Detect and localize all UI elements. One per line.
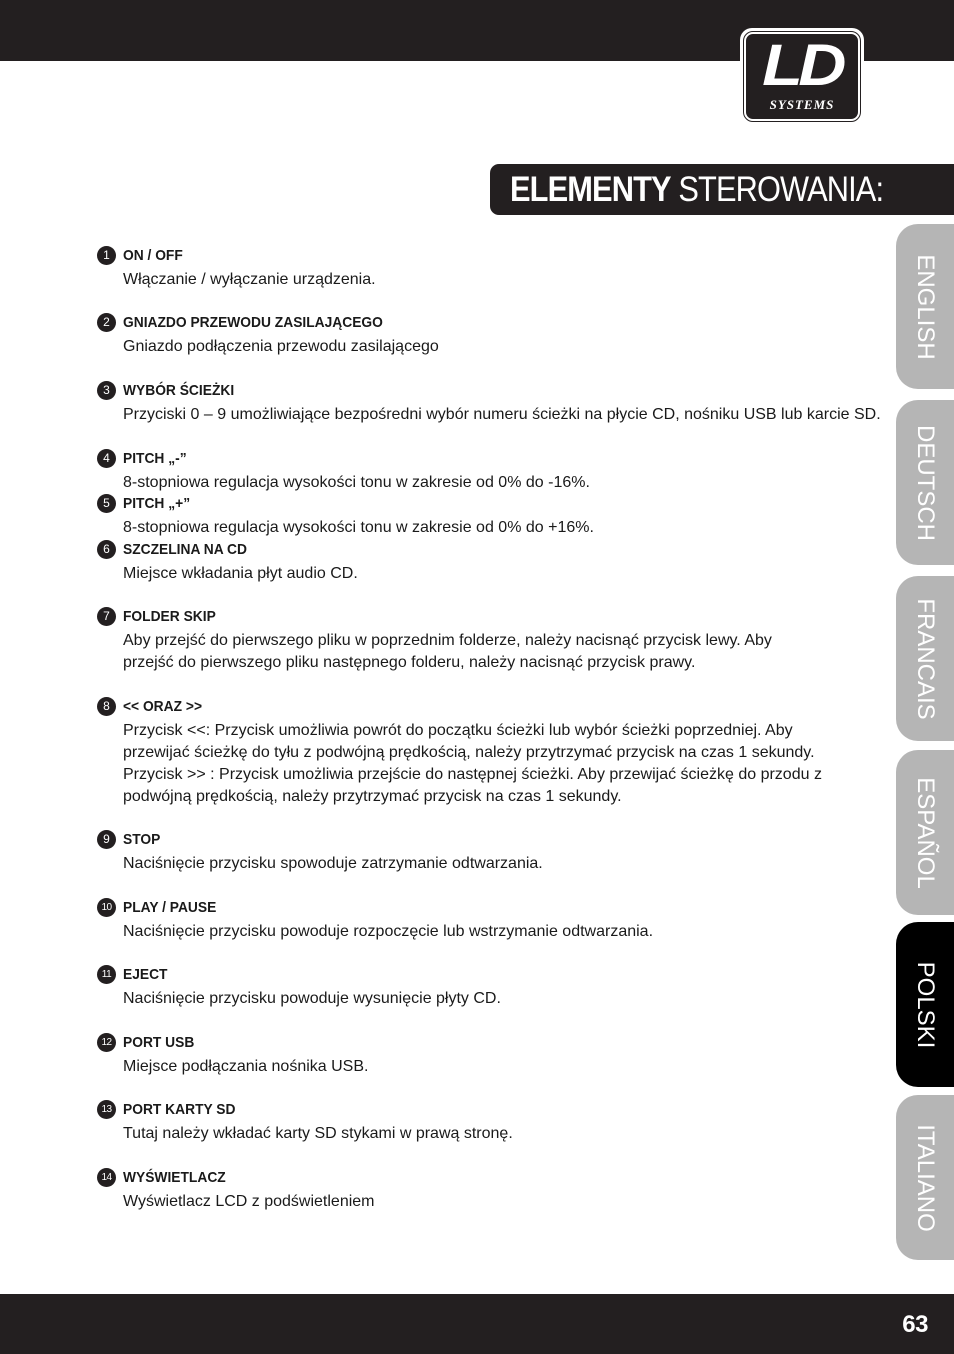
desc-line: Wyświetlacz LCD z podświetleniem xyxy=(123,1193,375,1210)
desc-line: Gniazdo podłączenia przewodu zasilającego xyxy=(123,338,439,355)
item-description xyxy=(123,720,863,808)
item-number-badge: 1 xyxy=(97,246,116,265)
tab-label: ENGLISH xyxy=(912,253,939,360)
item-description xyxy=(123,988,883,1010)
tab-francais[interactable] xyxy=(896,576,954,741)
item-description xyxy=(123,563,883,585)
item-description xyxy=(123,269,883,291)
item-number-badge: 4 xyxy=(97,449,116,468)
item-number-badge: 5 xyxy=(97,494,116,513)
logo-main-text: LD xyxy=(762,33,842,98)
item-number-badge: 7 xyxy=(97,607,116,626)
tab-espanol[interactable] xyxy=(896,750,954,915)
item-heading: PITCH „+” xyxy=(123,495,191,512)
section-title-box xyxy=(490,164,954,215)
item-number-badge: 10 xyxy=(97,898,116,917)
desc-line: Naciśnięcie przycisku spowoduje zatrzymanie odtwarzania. xyxy=(123,855,543,872)
item-number-badge: 12 xyxy=(97,1033,116,1052)
item-number-badge: 11 xyxy=(97,965,116,984)
item-number-badge: 3 xyxy=(97,381,116,400)
desc-line: Miejsce podłączania nośnika USB. xyxy=(123,1058,369,1075)
logo-sub-text: SYSTEMS xyxy=(769,97,835,112)
item-description xyxy=(123,404,883,426)
tab-label: ITALIANO xyxy=(912,1123,939,1232)
item-description xyxy=(123,853,883,875)
desc-line: Przycisk <<: Przycisk umożliwia powrót do początku ścieżki lub wybór ścieżki poprzedniej. Aby przewijać ścieżkę do tyłu z podwójną prędkością, należy przytrzymać przycisk na czas 1 sekundy. xyxy=(123,722,815,761)
desc-line: Przycisk >> : Przycisk umożliwia przejście do następnej ścieżki. Aby przewijać ścieżkę do przodu z podwójną prędkością, należy przytrzymać przycisk na czas 1 sekundy. xyxy=(123,766,822,805)
item-number-badge: 6 xyxy=(97,540,116,559)
desc-line: Aby przejść do pierwszego pliku w poprzednim folderze, należy nacisnąć przycisk lewy. Aby przejść do pierwszego pliku następnego folderu, należy nacisnąć przycisk prawy. xyxy=(123,632,772,671)
item-heading: STOP xyxy=(123,831,161,848)
desc-line: Naciśnięcie przycisku powoduje wysunięcie płyty CD. xyxy=(123,990,501,1007)
tab-english[interactable] xyxy=(896,224,954,389)
desc-line: Przyciski 0 – 9 umożliwiające bezpośredni wybór numeru ścieżki na płycie CD, nośniku USB lub karcie SD. xyxy=(123,406,881,423)
item-number-badge: 13 xyxy=(97,1100,116,1119)
item-number-badge: 8 xyxy=(97,697,116,716)
logo-inner xyxy=(744,32,860,121)
item-number-badge: 14 xyxy=(97,1168,116,1187)
item-heading: EJECT xyxy=(123,966,168,983)
bottom-bar xyxy=(0,1294,954,1354)
item-heading: FOLDER SKIP xyxy=(123,608,216,625)
page-number: 63 xyxy=(902,1311,928,1338)
item-heading: GNIAZDO PRZEWODU ZASILAJĄCEGO xyxy=(123,314,383,331)
desc-line: 8-stopniowa regulacja wysokości tonu w zakresie od 0% do -16%. xyxy=(123,474,590,491)
item-heading: WYBÓR ŚCIEŻKI xyxy=(123,382,235,399)
desc-line: Naciśnięcie przycisku powoduje rozpoczęcie lub wstrzymanie odtwarzania. xyxy=(123,923,654,940)
desc-line: Tutaj należy wkładać karty SD stykami w prawą stronę. xyxy=(123,1125,513,1142)
title-regular: STEROWANIA: xyxy=(678,170,884,209)
item-description xyxy=(123,1191,883,1213)
item-description xyxy=(123,1056,883,1078)
item-number-badge: 9 xyxy=(97,830,116,849)
item-description xyxy=(123,1123,883,1145)
item-heading: PLAY / PAUSE xyxy=(123,899,217,916)
item-heading: << ORAZ >> xyxy=(123,698,203,715)
desc-line: Miejsce wkładania płyt audio CD. xyxy=(123,565,358,582)
item-description xyxy=(123,472,883,494)
tab-polski[interactable] xyxy=(896,922,954,1087)
tab-label: ESPAÑOL xyxy=(912,776,939,889)
item-heading: ON / OFF xyxy=(123,247,183,264)
page-title xyxy=(510,168,883,212)
desc-line: 8-stopniowa regulacja wysokości tonu w zakresie od 0% do +16%. xyxy=(123,519,594,536)
item-heading: PORT USB xyxy=(123,1034,195,1051)
item-description xyxy=(123,921,883,943)
item-description xyxy=(123,517,883,539)
item-description xyxy=(123,630,823,674)
item-description xyxy=(123,336,883,358)
title-bold: ELEMENTY xyxy=(510,170,671,209)
tab-italiano[interactable] xyxy=(896,1095,954,1260)
desc-line: Włączanie / wyłączanie urządzenia. xyxy=(123,271,376,288)
tab-label: FRANCAIS xyxy=(912,597,939,720)
item-heading: WYŚWIETLACZ xyxy=(123,1169,226,1186)
tab-deutsch[interactable] xyxy=(896,400,954,565)
tab-label: POLSKI xyxy=(912,961,939,1048)
ld-systems-logo xyxy=(740,28,864,125)
item-heading: PITCH „-” xyxy=(123,450,187,467)
item-heading: PORT KARTY SD xyxy=(123,1101,236,1118)
item-number-badge: 2 xyxy=(97,313,116,332)
tab-label: DEUTSCH xyxy=(912,424,939,541)
item-heading: SZCZELINA NA CD xyxy=(123,541,247,558)
